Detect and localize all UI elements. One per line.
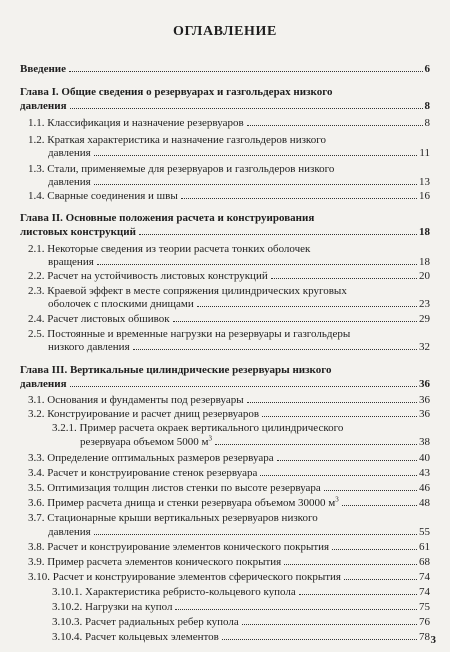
toc-entry-page: 18: [419, 226, 430, 238]
toc-entry-label: давления: [48, 526, 91, 538]
toc-entry-1-3[interactable]: [48, 176, 430, 188]
toc-entry-label: 1.1. Классификация и назначение резервуаров: [28, 117, 244, 129]
toc-entry-page: 36: [419, 408, 430, 420]
dot-leader: [69, 71, 422, 72]
toc-entry-page: 20: [419, 270, 430, 282]
superscript-3: 3: [335, 495, 339, 504]
toc-entry-page: 16: [419, 190, 430, 202]
toc-entry-label: листовых конструкций: [20, 226, 136, 238]
dot-leader: [344, 579, 417, 580]
toc-entry-3-10-2[interactable]: [52, 601, 430, 613]
toc-entry-label: 3.4. Расчет и конструирование стенок резервуара: [28, 467, 258, 479]
dot-leader: [94, 184, 417, 185]
toc-chapter-2-title: Глава II. Основные положения расчета и конструирования: [20, 212, 315, 224]
page-title: ОГЛАВЛЕНИЕ: [173, 24, 277, 39]
toc-entry-page: 55: [419, 526, 430, 538]
toc-entry-1-2-line1: 1.2. Краткая характеристика и назначение газгольдеров низкого: [28, 134, 326, 146]
dot-leader: [97, 264, 417, 265]
toc-entry-label: 3.2. Конструирование и расчет днищ резервуаров: [28, 408, 260, 420]
toc-entry-page: 18: [419, 256, 430, 268]
toc-entry-1-3-line1: 1.3. Стали, применяемые для резервуаров и газгольдеров низкого: [28, 163, 335, 175]
dot-leader: [247, 402, 417, 403]
toc-entry-label: 3.8. Расчет и конструирование элементов конического покрытия: [28, 541, 330, 553]
toc-entry-page: 48: [419, 497, 430, 509]
toc-entry-page: 8: [424, 100, 430, 112]
toc-entry-page: 38: [419, 436, 430, 448]
toc-entry-page: 13: [419, 176, 430, 188]
toc-entry-3-5[interactable]: [28, 482, 430, 494]
toc-entry-label: давления: [20, 378, 67, 390]
toc-entry-2-5-line1: 2.5. Постоянные и временные нагрузки на резервуары и газгольдеры: [28, 328, 351, 340]
toc-entry-page: 40: [419, 452, 430, 464]
toc-chapter-3[interactable]: [20, 378, 430, 390]
toc-entry-3-3[interactable]: [28, 452, 430, 464]
toc-entry-page: 6: [424, 63, 430, 75]
toc-entry-page: 76: [419, 616, 430, 628]
toc-entry-2-5[interactable]: [48, 341, 430, 353]
toc-entry-page: 78: [419, 631, 430, 643]
toc-entry-3-10-4[interactable]: [52, 631, 430, 643]
toc-chapter-2[interactable]: [20, 226, 430, 238]
toc-entry-page: 8: [424, 117, 430, 129]
toc-entry-3-10-3[interactable]: [52, 616, 430, 628]
toc-entry-page: 32: [419, 341, 430, 353]
dot-leader: [242, 624, 417, 625]
toc-chapter-1[interactable]: [20, 100, 430, 112]
toc-entry-3-8[interactable]: [28, 541, 430, 553]
toc-entry-label: 2.4. Расчет листовых обшивок: [28, 313, 170, 325]
dot-leader: [284, 564, 417, 565]
toc-entry-3-7-line1: 3.7. Стационарные крыши вертикальных резервуаров низкого: [28, 512, 318, 524]
toc-entry-1-4[interactable]: [28, 190, 430, 202]
toc-entry-page: 46: [419, 482, 430, 494]
dot-leader: [332, 549, 417, 550]
dot-leader: [215, 444, 417, 445]
toc-entry-3-10-1[interactable]: [52, 586, 430, 598]
toc-entry-label: вращения: [48, 256, 94, 268]
toc-entry-page: 61: [419, 541, 430, 553]
dot-leader: [197, 306, 417, 307]
toc-entry-page: 74: [419, 571, 430, 583]
toc-entry-3-2[interactable]: [28, 408, 430, 420]
toc-entry-3-10[interactable]: [28, 571, 430, 583]
dot-leader: [175, 609, 417, 610]
toc-entry-label: низкого давления: [48, 341, 130, 353]
toc-entry-2-1-line1: 2.1. Некоторые сведения из теории расчета тонких оболочек: [28, 243, 311, 255]
dot-leader: [94, 534, 417, 535]
toc-entry-label: 3.10. Расчет и конструирование элементов сферического покрытия: [28, 571, 341, 583]
toc-entry-2-1[interactable]: [48, 256, 430, 268]
toc-entry-label: 3.10.4. Расчет кольцевых элементов: [52, 631, 219, 643]
toc-entry-3-2-1-line1: 3.2.1. Пример расчета окраек вертикального цилиндрического: [52, 422, 344, 434]
dot-leader: [173, 321, 417, 322]
toc-entry-page: 11: [419, 147, 430, 159]
toc-entry-3-4[interactable]: [28, 467, 430, 479]
superscript-3: 3: [208, 434, 212, 443]
toc-entry-label: давления: [20, 100, 67, 112]
toc-entry-introduction[interactable]: [20, 63, 430, 75]
toc-entry-label: давления: [48, 147, 91, 159]
toc-entry-page: 68: [419, 556, 430, 568]
dot-leader: [299, 594, 417, 595]
toc-entry-label: 3.10.2. Нагрузки на купол: [52, 601, 173, 613]
page-number: 3: [430, 634, 436, 646]
toc-entry-label: резервуара объемом 5000 $м^3$: [80, 434, 212, 448]
toc-entry-label: Введение: [20, 63, 67, 75]
toc-entry-3-6[interactable]: [28, 497, 430, 509]
toc-entry-1-1[interactable]: [28, 117, 430, 129]
toc-entry-label: оболочек с плоскими днищами: [48, 298, 194, 310]
dot-leader: [70, 386, 417, 387]
toc-chapter-1-title: Глава I. Общие сведения о резервуарах и газгольдерах низкого: [20, 86, 333, 98]
toc-entry-page: 75: [419, 601, 430, 613]
toc-entry-label: 3.9. Пример расчета элементов конического покрытия: [28, 556, 282, 568]
dot-leader: [222, 639, 417, 640]
toc-entry-2-3[interactable]: [48, 298, 430, 310]
dot-leader: [262, 416, 417, 417]
toc-entry-1-2[interactable]: [48, 147, 430, 159]
toc-entry-page: 23: [419, 298, 430, 310]
toc-entry-label: 3.5. Оптимизация толщин листов стенки по высоте резервуара: [28, 482, 321, 494]
toc-entry-page: 74: [419, 586, 430, 598]
toc-entry-2-3-line1: 2.3. Краевой эффект в месте сопряжения цилиндрических круговых: [28, 285, 347, 297]
dot-leader: [181, 198, 417, 199]
dot-leader: [139, 234, 417, 235]
toc-entry-label: 3.1. Основания и фундаменты под резервуары: [28, 394, 244, 406]
toc-entry-page: 43: [419, 467, 430, 479]
dot-leader: [277, 460, 417, 461]
dot-leader: [342, 505, 417, 506]
dot-leader: [324, 490, 417, 491]
toc-entry-3-9[interactable]: [28, 556, 430, 568]
dot-leader: [133, 349, 417, 350]
toc-entry-label: 1.4. Сварные соединения и швы: [28, 190, 178, 202]
dot-leader: [271, 278, 417, 279]
toc-entry-label: 3.3. Определение оптимальных размеров резервуара: [28, 452, 274, 464]
toc-entry-label: 2.2. Расчет на устойчивость листовых конструкций: [28, 270, 268, 282]
dot-leader: [260, 475, 417, 476]
toc-chapter-3-title: Глава III. Вертикальные цилиндрические резервуары низкого: [20, 364, 332, 376]
toc-entry-label: 3.6. Пример расчета днища и стенки резервуара объемом 30000 $м^3$: [28, 495, 339, 509]
toc-entry-label: 3.10.1. Характеристика ребристо-кольцевого купола: [52, 586, 296, 598]
toc-entry-2-4[interactable]: [28, 313, 430, 325]
dot-leader: [94, 155, 418, 156]
toc-entry-page: 36: [419, 378, 430, 390]
dot-leader: [70, 108, 423, 109]
toc-entry-page: 36: [419, 394, 430, 406]
toc-entry-3-2-1[interactable]: [80, 436, 430, 448]
toc-entry-3-7[interactable]: [48, 526, 430, 538]
toc-entry-page: 29: [419, 313, 430, 325]
toc-entry-label: давления: [48, 176, 91, 188]
toc-entry-3-1[interactable]: [28, 394, 430, 406]
dot-leader: [247, 125, 423, 126]
toc-entry-2-2[interactable]: [28, 270, 430, 282]
toc-entry-label: 3.10.3. Расчет радиальных ребер купола: [52, 616, 239, 628]
